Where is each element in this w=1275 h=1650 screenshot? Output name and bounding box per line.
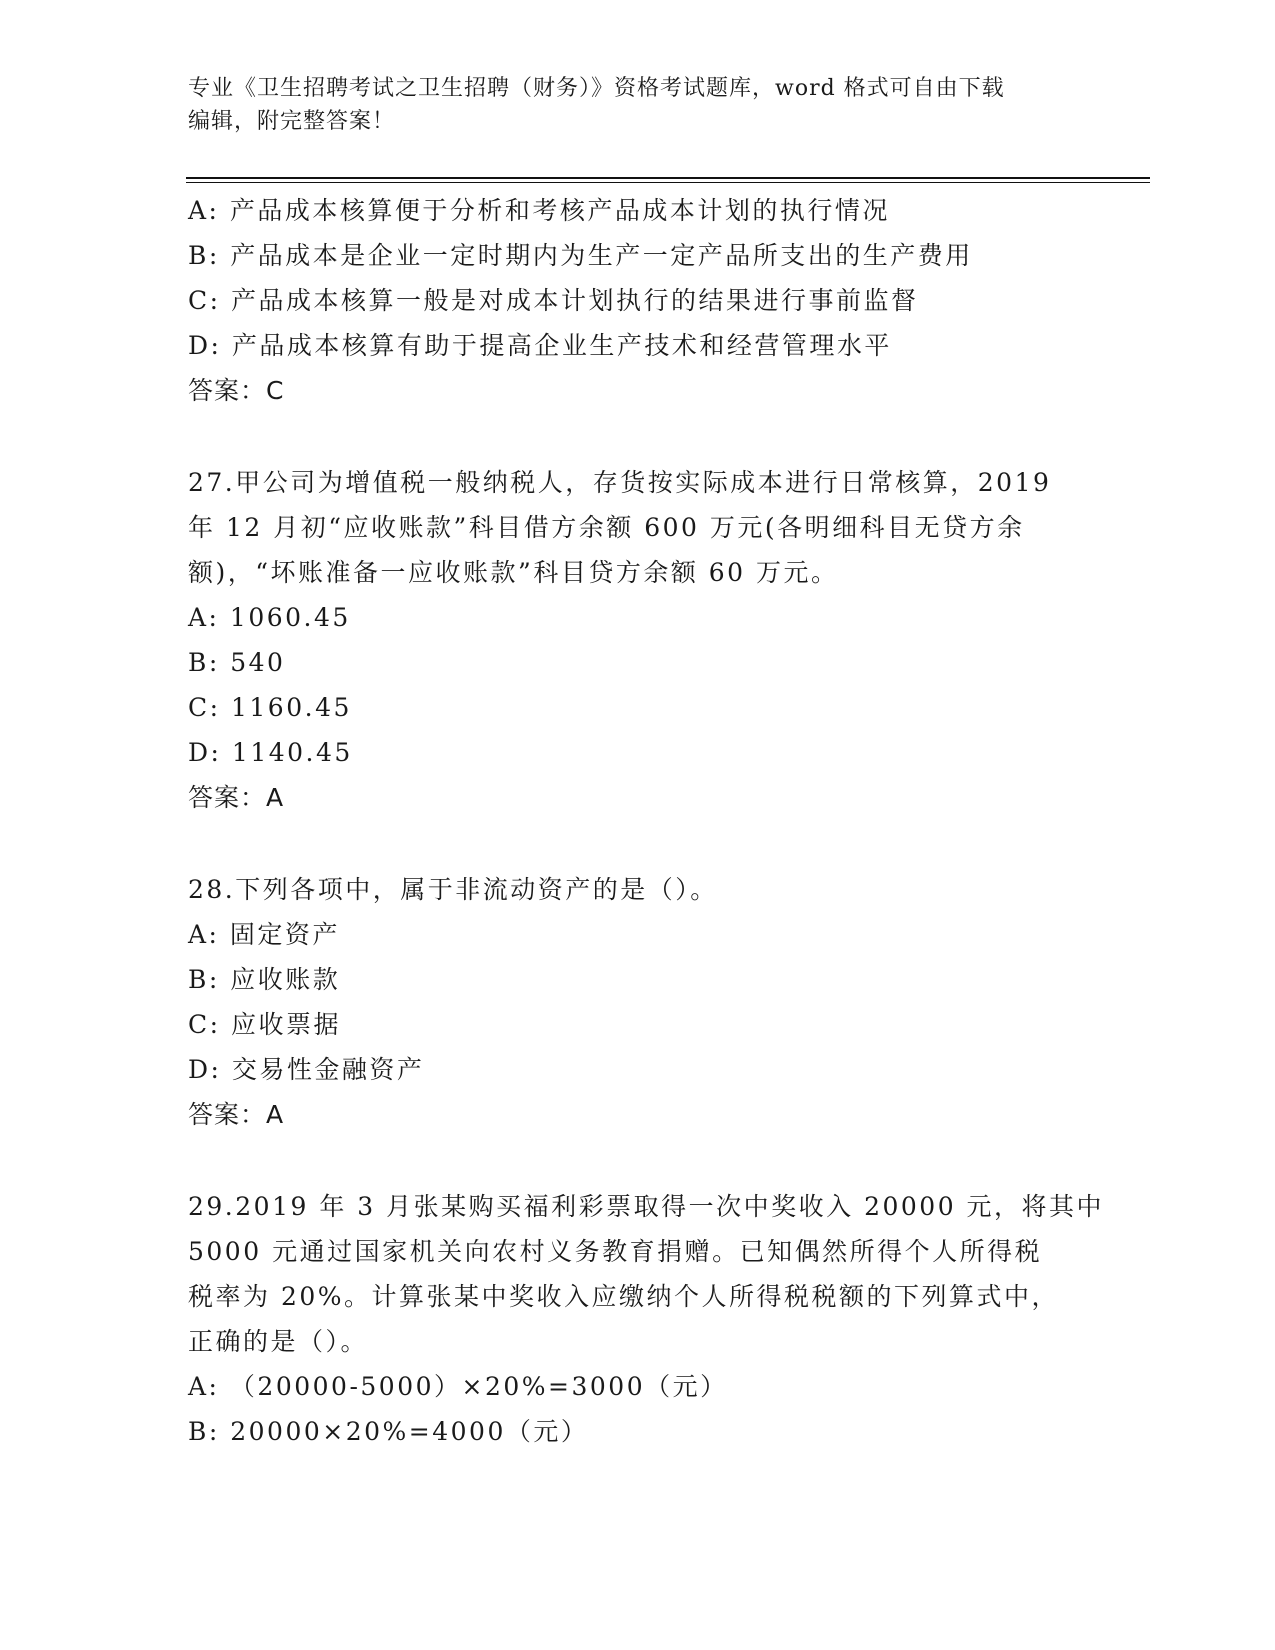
answer: 答案：A — [188, 1100, 285, 1129]
option-b: B: 应收账款 — [188, 965, 341, 994]
option-c: C: 1160.45 — [188, 693, 352, 722]
question-26 — [188, 188, 1088, 413]
option-d: D: 1140.45 — [188, 738, 353, 767]
question-stem-line: 5000 元通过国家机关向农村义务教育捐赠。已知偶然所得个人所得税 — [188, 1237, 1043, 1266]
spacer — [188, 1137, 1088, 1184]
question-stem-line: 年 12 月初“应收账款”科目借方余额 600 万元(各明细科目无贷方余 — [188, 513, 1025, 542]
answer: 答案：C — [188, 376, 285, 405]
question-stem-line: 正确的是（）。 — [188, 1327, 369, 1356]
question-stem-line: 额)，“坏账准备一应收账款”科目贷方余额 60 万元。 — [188, 558, 839, 587]
option-c: C: 产品成本核算一般是对成本计划执行的结果进行事前监督 — [188, 286, 919, 315]
header-line-2: 编辑，附完整答案！ — [188, 109, 396, 134]
question-28 — [188, 867, 1088, 1137]
question-stem-line: 28.下列各项中，属于非流动资产的是（）。 — [188, 875, 718, 904]
question-stem-line: 29.2019 年 3 月张某购买福利彩票取得一次中奖收入 20000 元，将其中 — [188, 1192, 1105, 1221]
question-list — [188, 188, 1105, 1454]
option-a: A: 固定资产 — [188, 920, 340, 949]
header-line-1: 专业《卫生招聘考试之卫生招聘（财务）》资格考试题库，word 格式可自由下载 — [188, 76, 1005, 101]
option-b: B: 20000×20%=4000（元） — [188, 1417, 589, 1446]
option-d: D: 产品成本核算有助于提高企业生产技术和经营管理水平 — [188, 331, 892, 360]
document-header — [188, 72, 1088, 138]
option-a: A: （20000-5000）×20%=3000（元） — [188, 1372, 728, 1401]
spacer — [188, 413, 1088, 460]
option-b: B: 产品成本是企业一定时期内为生产一定产品所支出的生产费用 — [188, 241, 973, 270]
question-27 — [188, 460, 1088, 820]
question-stem-line: 税率为 20%。计算张某中奖收入应缴纳个人所得税税额的下列算式中， — [188, 1282, 1060, 1311]
option-d: D: 交易性金融资产 — [188, 1055, 425, 1084]
answer: 答案：A — [188, 783, 285, 812]
option-c: C: 应收票据 — [188, 1010, 341, 1039]
option-a: A: 产品成本核算便于分析和考核产品成本计划的执行情况 — [188, 196, 890, 225]
option-a: A: 1060.45 — [188, 603, 351, 632]
question-29 — [188, 1184, 1105, 1454]
header-rule-thick — [186, 177, 1150, 179]
header-rule-thin — [186, 182, 1150, 183]
question-stem-line: 27.甲公司为增值税一般纳税人，存货按实际成本进行日常核算，2019 — [188, 468, 1052, 497]
spacer — [188, 820, 1088, 867]
option-b: B: 540 — [188, 648, 286, 677]
